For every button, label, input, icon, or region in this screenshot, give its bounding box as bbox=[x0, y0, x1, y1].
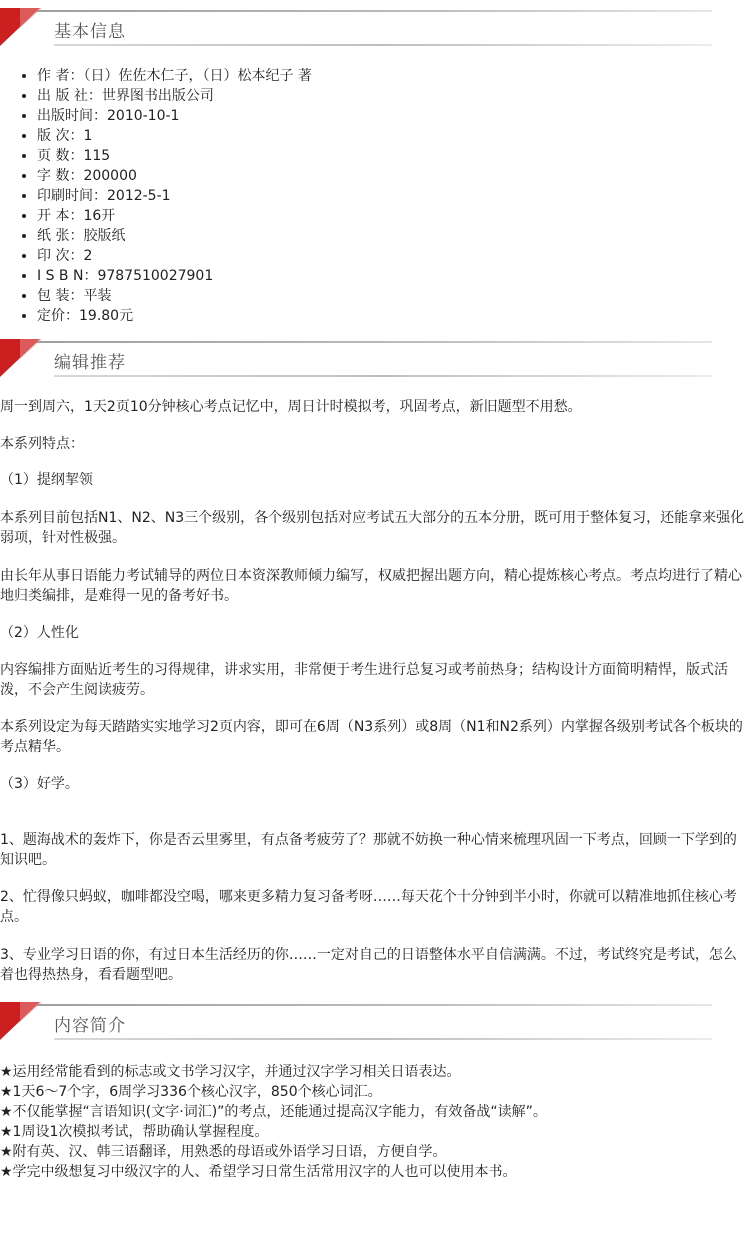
summary-item: ★附有英、汉、韩三语翻译，用熟悉的母语或外语学习日语，方便自学。 bbox=[0, 1144, 447, 1160]
editor-paragraph: 本系列目前包括N1、N2、N3三个级别，各个级别包括对应考试五大部分的五本分册，既可用于整体复习，还能拿来强化弱项，针对性极强。 bbox=[0, 510, 745, 546]
info-impression: • 印 次：2 bbox=[37, 246, 312, 266]
section-title: 编辑推荐 bbox=[54, 353, 126, 373]
editor-paragraph: 本系列特点： bbox=[0, 436, 84, 452]
summary-item: ★1周设1次模拟考试，帮助确认掌握程度。 bbox=[0, 1124, 269, 1140]
editor-paragraph: 周一到周六，1天2页10分钟核心考点记忆中，周日计时模拟考，巩固考点，新旧题型不用愁。 bbox=[0, 399, 582, 415]
corner-highlight bbox=[20, 8, 42, 28]
basic-info-list bbox=[0, 66, 312, 326]
section-header-basic-info bbox=[0, 0, 712, 48]
info-edition: • 版 次：1 bbox=[37, 126, 312, 146]
editor-paragraph: 2、忙得像只蚂蚁，咖啡都没空喝，哪来更多精力复习备考呀……每天花个十分钟到半小时，你就可以精准地抓住核心考点。 bbox=[0, 889, 737, 925]
section-title: 基本信息 bbox=[54, 22, 126, 42]
summary-item: ★学完中级想复习中级汉字的人、希望学习日常生活常用汉字的人也可以使用本书。 bbox=[0, 1164, 517, 1180]
summary-list bbox=[0, 1062, 750, 1182]
header-divider bbox=[0, 1004, 712, 1006]
header-divider bbox=[0, 341, 712, 343]
section-header-summary bbox=[0, 994, 712, 1042]
summary-item: ★1天6～7个字，6周学习336个核心汉字，850个核心词汇。 bbox=[0, 1084, 382, 1100]
info-paper: • 纸 张：胶版纸 bbox=[37, 226, 312, 246]
info-publish-date: • 出版时间：2010-10-1 bbox=[37, 106, 312, 126]
editor-paragraph: 本系列设定为每天踏踏实实地学习2页内容，即可在6周（N3系列）或8周（N1和N2系列）内掌握各级别考试各个板块的考点精华。 bbox=[0, 719, 743, 755]
section-header-editor bbox=[0, 331, 712, 379]
header-underline bbox=[54, 44, 712, 46]
editor-paragraph: 内容编排方面贴近考生的习得规律，讲求实用，非常便于考生进行总复习或考前热身；结构设计方面简明精悍，版式活泼，不会产生阅读疲劳。 bbox=[0, 662, 728, 698]
editor-paragraph: 1、题海战术的轰炸下，你是否云里雾里，有点备考疲劳了？那就不妨换一种心情来梳理巩固一下考点，回顾一下学到的知识吧。 bbox=[0, 832, 737, 868]
info-pages: • 页 数：115 bbox=[37, 146, 312, 166]
summary-item: ★不仅能掌握“言语知识(文字·词汇)”的考点，还能通过提高汉字能力，有效备战“读解”。 bbox=[0, 1104, 547, 1120]
section-title: 内容简介 bbox=[54, 1016, 126, 1036]
editor-paragraph: 3、专业学习日语的你，有过日本生活经历的你……一定对自己的日语整体水平自信满满。不过，考试终究是考试，怎么着也得热热身，看看题型吧。 bbox=[0, 947, 737, 983]
summary-item: ★运用经常能看到的标志或文书学习汉字，并通过汉字学习相关日语表达。 bbox=[0, 1064, 461, 1080]
editor-paragraph: 由长年从事日语能力考试辅导的两位日本资深教师倾力编写，权威把握出题方向，精心提炼核心考点。考点均进行了精心地归类编排，是难得一见的备考好书。 bbox=[0, 568, 742, 604]
editor-paragraph: （1）提纲挈领 bbox=[0, 472, 93, 488]
editor-paragraph: （3）好学。 bbox=[0, 776, 79, 792]
info-word-count: • 字 数：200000 bbox=[37, 166, 312, 186]
info-author: • 作 者：（日）佐佐木仁子，（日）松本纪子 著 bbox=[37, 66, 312, 86]
info-isbn: • I S B N：9787510027901 bbox=[37, 266, 312, 286]
info-publisher: • 出 版 社：世界图书出版公司 bbox=[37, 86, 312, 106]
header-underline bbox=[54, 375, 712, 377]
info-print-date: • 印刷时间：2012-5-1 bbox=[37, 186, 312, 206]
info-binding: • 包 装：平装 bbox=[37, 286, 312, 306]
corner-highlight bbox=[20, 1002, 42, 1022]
header-divider bbox=[0, 10, 712, 12]
info-format: • 开 本：16开 bbox=[37, 206, 312, 226]
editor-paragraph: （2）人性化 bbox=[0, 625, 79, 641]
header-underline bbox=[54, 1038, 712, 1040]
corner-highlight bbox=[20, 339, 42, 359]
info-price: • 定价：19.80元 bbox=[37, 306, 312, 326]
